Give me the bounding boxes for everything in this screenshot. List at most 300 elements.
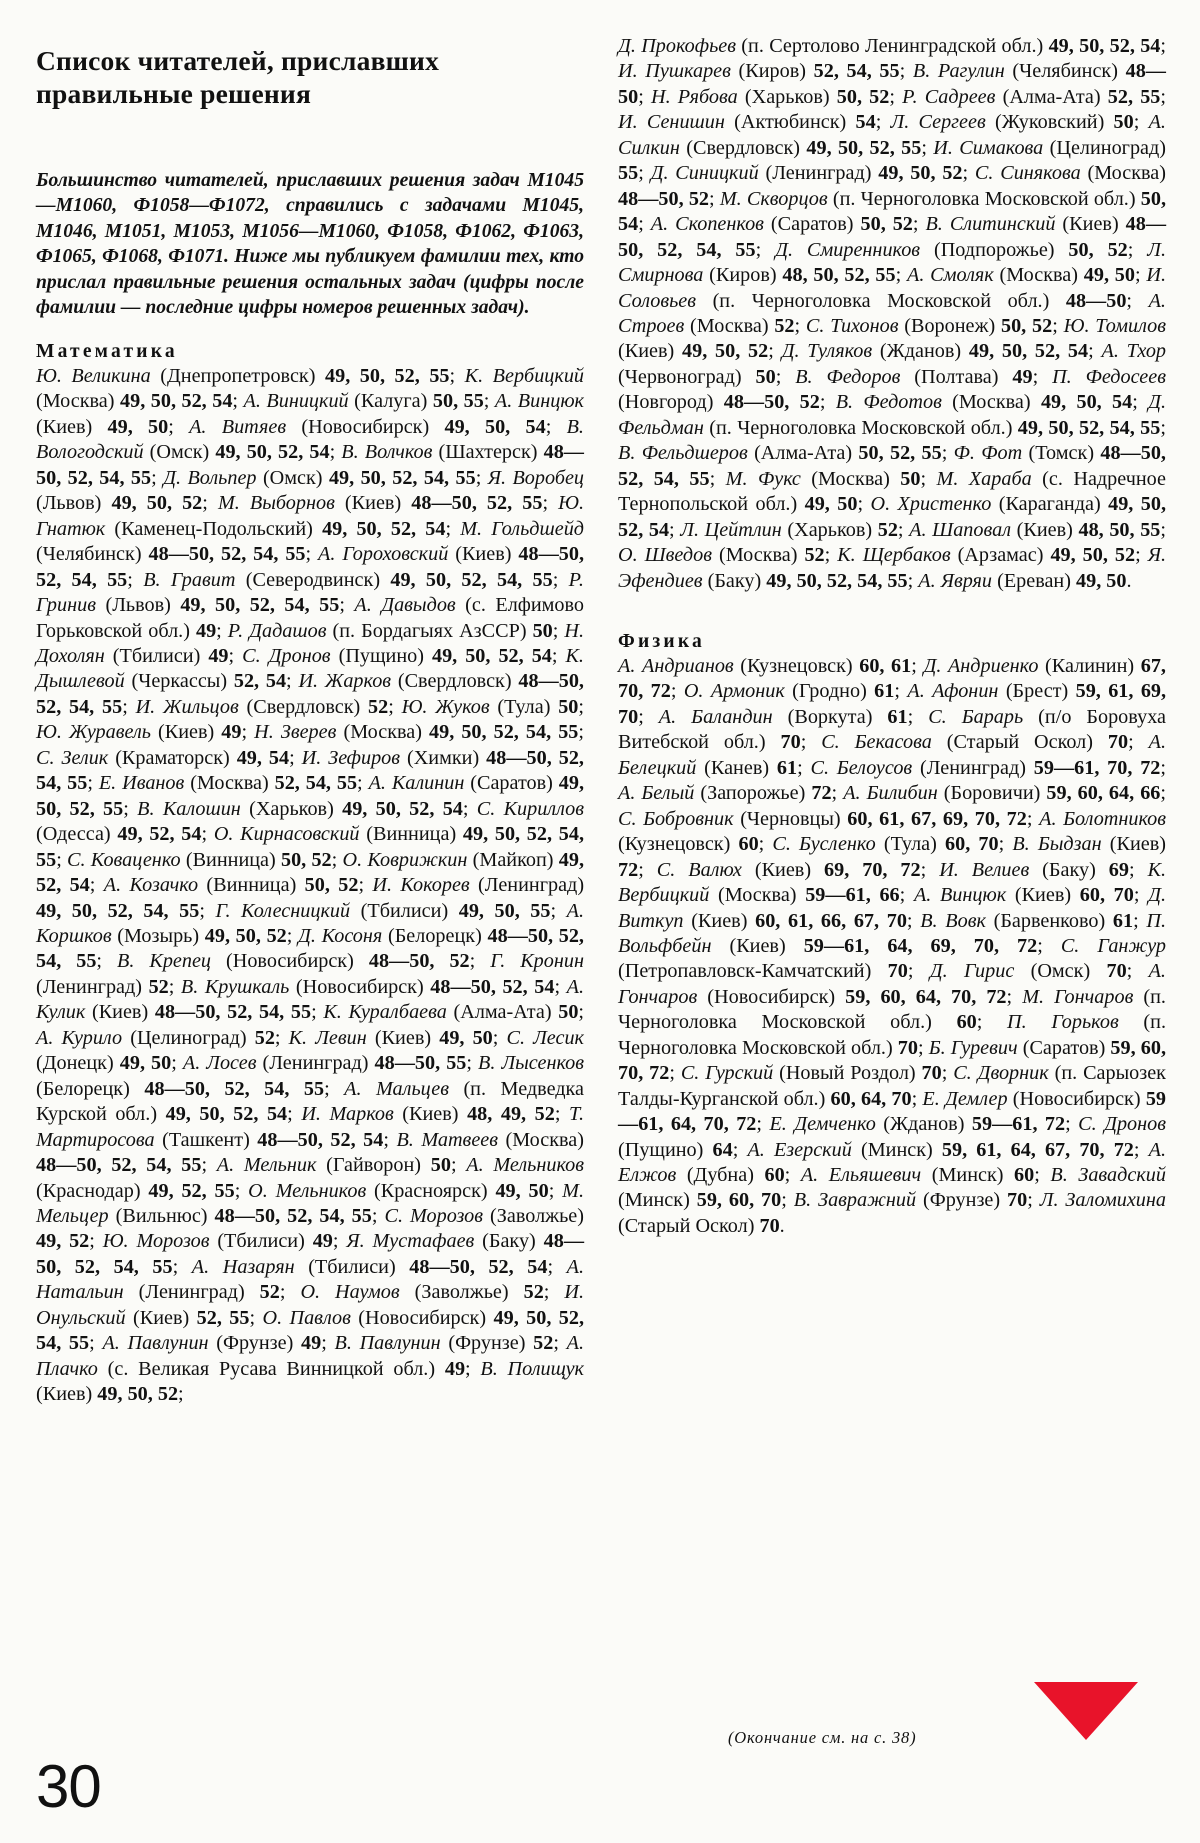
reader-name: В. Завадский (1050, 1164, 1166, 1187)
problem-numbers: 70 (887, 960, 908, 983)
reader-city: Киев (381, 1026, 425, 1049)
problem-numbers: 49, 50, 52, 54, 55 (1017, 416, 1161, 439)
reader-entry: А. Белый (Запорожье) 72; (618, 782, 844, 805)
reader-name: А. Белый (618, 782, 695, 805)
reader-name: А. Елжов (618, 1138, 1167, 1187)
reader-entry: О. Коврижкин (Майкоп) 49, 52, 54; (36, 848, 584, 897)
problem-numbers: 48—50, 52, 54, 55 (36, 1154, 202, 1177)
reader-name: А. Витяев (189, 415, 287, 438)
problem-numbers: 52, 54, 55 (813, 60, 900, 83)
problem-numbers: 49 (208, 645, 229, 668)
reader-entry: И. Зефиров (Химки) 48—50, 52, 54, 55; (36, 746, 584, 795)
reader-name: С. Бекасова (821, 731, 932, 754)
page-number: 30 (36, 1753, 101, 1820)
reader-city: Майкоп (479, 848, 547, 871)
reader-city: Донецк (42, 1052, 107, 1075)
reader-entry: С. Дворник (п. Сарыозек Талды-Курганской обл.) 60, 64, 70; (618, 1062, 1166, 1110)
reader-name: С. Дронов (1078, 1113, 1167, 1136)
reader-name: А. Баландин (658, 705, 773, 728)
reader-name: Т. Мартиросова (36, 1103, 585, 1151)
reader-entry: П. Вольфбейн (Киев) 59—61, 64, 69, 70, 72; (618, 909, 1167, 957)
reader-name: В. Федотов (835, 391, 942, 414)
reader-entry: А. Натальин (Ленинград) 52; (36, 1255, 585, 1304)
reader-entry: И. Сенишин (Актюбинск) 54; (618, 111, 891, 134)
reader-name: Б. Гуревич (928, 1036, 1018, 1059)
problem-numbers: 61 (874, 680, 895, 703)
reader-city: Заволжье (496, 1204, 578, 1227)
problem-numbers: 61 (887, 705, 908, 728)
reader-name: С. Коваценко (67, 848, 181, 871)
reader-name: О. Коврижкин (342, 848, 468, 871)
reader-entry: Н. Дохолян (Тбилиси) 49; (36, 619, 585, 668)
reader-entry: Б. Гуревич (Саратов) 59, 60, 70, 72; (618, 1036, 1166, 1085)
reader-name: И. Пушкарев (618, 60, 731, 83)
reader-name: В. Крушкаль (180, 975, 290, 998)
reader-entry: Р. Садреев (Алма-Ата) 52, 55; (902, 85, 1167, 108)
reader-city: Заволжье (421, 1281, 502, 1304)
reader-entry: И. Онульский (Киев) 52, 55; (36, 1281, 585, 1329)
reader-city: Киев (1023, 518, 1067, 541)
reader-city: Ленинград (484, 874, 578, 897)
reader-entry: Р. Дадашов (п. Бордагыях АзССР) 50; (227, 619, 565, 642)
reader-city: Киев (697, 909, 741, 932)
problem-numbers: 49, 50 (1083, 264, 1135, 287)
reader-entry: Ю. Жуков (Тула) 50; (401, 695, 584, 718)
problem-numbers: 72 (618, 858, 639, 881)
reader-city: п. Медведка Курской обл. (36, 1077, 584, 1126)
reader-name: С. Зелик (36, 746, 109, 769)
problem-numbers: 49 (221, 721, 242, 744)
reader-name: И. Марков (301, 1103, 394, 1126)
reader-entry: В. Рагулин (Челябинск) 48—50; (618, 60, 1166, 108)
reader-city: Боровичи (950, 782, 1034, 805)
reader-name: В. Федоров (795, 365, 901, 388)
reader-city: Пущино (345, 645, 418, 668)
reader-name: Д. Гирис (929, 960, 1015, 983)
reader-entry: А. Козачко (Винница) 50, 52; (103, 874, 373, 897)
reader-name: А. Плачко (36, 1332, 585, 1380)
reader-name: С. Дронов (242, 645, 331, 668)
reader-entry: И. Марков (Киев) 48, 49, 52; (301, 1103, 570, 1126)
reader-entry: И. Пушкарев (Киров) 52, 54, 55; (618, 60, 913, 83)
reader-city: с. Елфимово Горьковской обл. (36, 594, 585, 642)
reader-entry: О. Мельников (Красноярск) 49, 50; (248, 1179, 563, 1202)
reader-city: Ленинград (926, 756, 1020, 779)
problem-numbers: 59, 60, 70 (696, 1189, 782, 1212)
reader-name: А. Силкин (618, 111, 1166, 159)
reader-city: Томск (1035, 442, 1088, 465)
reader-city: Омск (1037, 960, 1084, 983)
reader-city: Краматорск (121, 746, 224, 769)
reader-city: п. Черноголовка Московской обл. (618, 1011, 1166, 1059)
problem-numbers: 50 (532, 619, 553, 642)
reader-entry: О. Армоник (Гродно) 61; (683, 680, 908, 703)
problem-numbers: 49, 50, 52, 54, 55 (36, 823, 585, 871)
reader-entry: И. Велиев (Баку) 69; (939, 858, 1148, 881)
reader-entry: О. Кирнасовский (Винница) 49, 50, 52, 54, 55; (36, 823, 585, 871)
problem-numbers: 49 (312, 1230, 333, 1253)
physics-entries (618, 654, 1166, 1239)
reader-name: О. Наумов (300, 1281, 400, 1304)
reader-city: Воронеж (911, 314, 989, 337)
problem-numbers: 48—50, 52, 54, 55 (618, 213, 1167, 261)
reader-name: М. Фукс (725, 467, 801, 490)
reader-entry: В. Вологодский (Омск) 49, 50, 52, 54; (36, 415, 584, 464)
reader-entry: Г. Кронин (Ленинград) 52; (36, 950, 584, 998)
problem-numbers: 50, 54 (618, 187, 1166, 236)
left-column (36, 0, 584, 1408)
reader-entry: Ю. Гнатюк (Каменец-Подольский) 49, 50, 52, 54; (36, 492, 585, 540)
reader-name: Н. Зверев (254, 721, 337, 744)
reader-name: В. Полищук (480, 1357, 584, 1380)
reader-entry: Ф. Фот (Томск) 48—50, 52, 54, 55; (618, 442, 1166, 490)
reader-entry: С. Валюх (Киев) 69, 70, 72; (656, 858, 940, 881)
reader-entry: С. Синякова (Москва) 48—50, 52; (618, 162, 1166, 210)
reader-name: А. Давыдов (354, 594, 456, 617)
reader-entry: М. Гольдшейд (Челябинск) 48—50, 52, 54, 55; (36, 517, 584, 566)
reader-city: Пущино (624, 1138, 697, 1161)
reader-entry: А. Лосев (Ленинград) 48—50, 55; (182, 1052, 479, 1075)
problem-numbers: 49, 50, 52, 54, 55 (328, 466, 476, 489)
reader-name: Д. Синицкий (650, 162, 759, 185)
reader-name: Р. Дадашов (227, 619, 327, 642)
problem-numbers: 49, 50, 52, 54, 55 (390, 568, 553, 591)
problem-numbers: 49, 50, 52 (204, 925, 287, 947)
problem-numbers: 49, 50, 54 (444, 415, 546, 438)
reader-name: М. Хараба (936, 467, 1032, 490)
reader-entry: М. Скворцов (п. Черноголовка Московской обл.) 50, 54; (618, 187, 1166, 236)
reader-city: п. Черноголовка Московской обл. (618, 985, 1166, 1034)
reader-name: С. Лесик (506, 1026, 584, 1049)
reader-city: Киев (98, 1001, 142, 1024)
reader-city: Баку (1048, 858, 1090, 881)
problem-numbers: 50, 55 (432, 390, 484, 413)
reader-name: А. Смоляк (906, 264, 994, 287)
reader-name: М. Выборнов (217, 492, 335, 515)
problem-numbers: 52 (804, 544, 825, 567)
problem-numbers: 48—50, 52, 54 (257, 1128, 384, 1151)
reader-entry: А. Елжов (Дубна) 60; (618, 1138, 1167, 1187)
reader-city: Одесса (42, 823, 104, 846)
reader-name: И. Онульский (36, 1281, 585, 1329)
reader-entry: В. Быдзан (Киев) 72; (618, 833, 1166, 881)
reader-city: Киров (715, 264, 770, 287)
reader-city: Саратов (777, 213, 847, 236)
problem-numbers: 49 (1012, 365, 1033, 388)
reader-city: Винница (192, 848, 270, 871)
problem-numbers: 49, 50, 52, 54 (215, 441, 330, 464)
problem-numbers: 49, 50, 52, 54 (1048, 35, 1161, 57)
problem-numbers: 48—50, 52, 54, 55 (36, 670, 584, 718)
reader-name: С. Морозов (384, 1204, 484, 1227)
reader-entry: О. Шведов (Москва) 52; (618, 544, 838, 567)
reader-city: п. Черноголовка Московской обл. (839, 187, 1129, 210)
reader-entry: А. Баландин (Воркута) 61; (658, 705, 929, 728)
reader-name: В. Слитинский (925, 213, 1056, 236)
reader-name: А. Лосев (182, 1052, 257, 1075)
reader-entry: Е. Демченко (Жданов) 59—61, 72; (769, 1113, 1079, 1136)
problem-numbers: 59, 60, 64, 66 (1046, 782, 1161, 805)
problem-numbers: 49, 50, 54 (1040, 391, 1133, 414)
problem-numbers: 69 (1108, 858, 1129, 881)
reader-entry: О. Наумов (Заволжье) 52; (300, 1281, 565, 1304)
problem-numbers: 49, 50, 52, 54, 55 (180, 594, 340, 617)
reader-city: Фрунзе (455, 1332, 519, 1355)
reader-entry: Я. Воробец (Львов) 49, 50, 52; (36, 466, 585, 515)
reader-city: Киев (1116, 833, 1160, 856)
reader-entry: И. Симакова (Целиноград) 55; (618, 136, 1167, 185)
problem-numbers: 49, 50 (495, 1179, 549, 1202)
reader-city: Львов (112, 594, 165, 617)
reader-name: В. Быдзан (1012, 833, 1102, 856)
reader-entry: Т. Мартиросова (Ташкент) 48—50, 52, 54; (36, 1103, 585, 1151)
problem-numbers: 50, 52 (280, 848, 332, 871)
reader-name: С. Тихонов (805, 314, 899, 337)
problem-numbers: 49, 50, 52, 54, 55 (36, 1306, 585, 1355)
reader-city: Целиноград (1056, 136, 1160, 159)
problem-numbers: 48—50, 55 (374, 1052, 467, 1075)
problem-numbers: 49, 50, 52, 55 (325, 365, 450, 388)
reader-entry: Е. Демлер (Новосибирск) 59—61, 64, 70, 72; (618, 1087, 1166, 1136)
reader-entry: Д. Туляков (Жданов) 49, 50, 52, 54; (781, 340, 1102, 363)
problem-numbers: 70 (897, 1036, 918, 1059)
reader-city: Жданов (889, 1113, 958, 1136)
reader-name: В. Фельдшеров (618, 442, 748, 465)
problem-numbers: 50 (430, 1154, 451, 1177)
reader-name: Я. Мустафаев (346, 1230, 475, 1253)
reader-entry: О. Христенко (Караганда) 49, 50, 52, 54; (618, 493, 1166, 541)
reader-city: Киев (164, 721, 208, 744)
problem-numbers: 49, 50, 52, 54, 55 (766, 569, 908, 592)
reader-city: Москва (818, 467, 884, 490)
problem-numbers: 49, 50, 52, 54 (342, 797, 463, 820)
problem-numbers: 48—50, 52 (368, 950, 470, 973)
reader-entry: А. Павлунин (Фрунзе) 49; (102, 1332, 335, 1355)
reader-city: Новосибирск (1019, 1087, 1134, 1110)
reader-city: с. Надречное Тернопольской обл. (618, 467, 1166, 516)
reader-name: А. Белецкий (618, 731, 1166, 779)
problem-numbers: 48—50, 52, 55 (411, 492, 543, 515)
reader-name: В. Рагулин (912, 60, 1005, 83)
reader-entry: А. Скопенков (Саратов) 50, 52; (650, 213, 926, 236)
problem-numbers: 60, 61, 67, 69, 70, 72 (847, 807, 1027, 830)
reader-city: Химки (413, 746, 473, 769)
problem-numbers: 59—61, 64, 69, 70, 72 (803, 934, 1038, 957)
reader-name: А. Павлунин (102, 1332, 209, 1355)
reader-entry: В. Лысенков (Белорецк) 48—50, 52, 54, 55; (36, 1052, 585, 1100)
reader-name: М. Скворцов (719, 187, 828, 210)
problem-numbers: 60, 61, 66, 67, 70 (755, 909, 907, 932)
reader-city: Кузнецовск (747, 654, 846, 677)
reader-city: Москва (196, 772, 262, 795)
reader-city: Омск (269, 466, 316, 489)
reader-city: Гродно (798, 680, 861, 703)
reader-city: Свердловск (693, 136, 794, 159)
reader-entry: А. Белецкий (Канев) 61; (618, 731, 1166, 779)
reader-name: Я. Воробец (487, 466, 585, 489)
problem-numbers: 50, 52 (836, 85, 890, 108)
reader-city: Барвенково (1000, 909, 1099, 932)
reader-city: Белорецк (42, 1077, 124, 1100)
reader-city: Дубна (693, 1164, 748, 1187)
problem-numbers: 49, 50 (1076, 569, 1127, 592)
reader-entry: А. Явряи (Ереван) 49, 50. (918, 569, 1132, 592)
reader-name: А. Козачко (103, 874, 199, 897)
reader-name: Д. Виткуп (618, 884, 1167, 932)
problem-numbers: 49, 50 (439, 1026, 493, 1049)
reader-entry: К. Вербицкий (Москва) 59—61, 66; (618, 858, 1167, 907)
reader-entry: А. Езерский (Минск) 59, 61, 64, 67, 70, 72; (747, 1138, 1149, 1161)
reader-city: Минск (938, 1164, 997, 1187)
reader-city: Новосибирск (302, 975, 417, 998)
reader-name: В. Калошин (137, 797, 241, 820)
reader-entry: Д. Косоня (Белорецк) 48—50, 52, 54, 55; (36, 925, 584, 973)
reader-city: Фрунзе (929, 1189, 994, 1212)
reader-name: С. Валюх (656, 858, 742, 881)
problem-numbers: 50 (900, 467, 921, 490)
reader-city: Черкассы (138, 670, 221, 693)
intro-paragraph: Большинство читателей, приславших решения задач М1045—М1060, Ф1058—Ф1072, справились с задачами М1045, М1046, М1051, М1053, М1056—М1060, Ф1058, Ф1062, Ф1063, Ф1065, Ф1068, Ф1071. Ниже мы публикуем фамилии тех, кто прислал правильные решения остальных задач (цифры после фамилии — последние цифры номеров решенных задач). (36, 170, 584, 319)
reader-city: Белорецк (394, 925, 476, 947)
reader-city: Караганда (1005, 493, 1094, 516)
reader-name: С. Бобровник (618, 807, 734, 830)
problem-numbers: 52 (877, 518, 898, 541)
reader-name: В. Завражний (793, 1189, 917, 1212)
reader-name: С. Белоусов (810, 756, 913, 779)
problem-numbers: 60 (764, 1164, 785, 1187)
reader-name: А. Курило (36, 1026, 123, 1049)
reader-name: Д. Андриенко (923, 654, 1039, 677)
reader-name: П. Горьков (1007, 1011, 1119, 1034)
reader-entry: С. Белоусов (Ленинград) 59—61, 70, 72; (810, 756, 1166, 779)
reader-city: Фрунзе (223, 1332, 287, 1355)
problem-numbers: 49, 52, 54 (36, 848, 584, 897)
reader-entry: И. Соловьев (п. Черноголовка Московской обл.) 48—50; (618, 264, 1166, 312)
reader-city: Челябинск (42, 543, 135, 566)
problem-numbers: 59—61, 64, 70, 72 (618, 1087, 1166, 1136)
reader-entry: Ю. Великина (Днепропетровск) 49, 50, 52, 55; (36, 365, 465, 388)
problem-numbers: 67, 70, 72 (618, 654, 1166, 703)
reader-entry: С. Коваценко (Винница) 50, 52; (67, 848, 343, 871)
problem-numbers: 49, 54 (236, 746, 290, 769)
reader-name: О. Христенко (870, 493, 992, 516)
reader-entry: А. Мельников (Краснодар) 49, 52, 55; (36, 1154, 584, 1202)
problem-numbers: 59, 61, 69, 70 (618, 680, 1167, 728)
reader-entry: В. Завражний (Фрунзе) 70; (793, 1189, 1040, 1212)
reader-name: В. Павлунин (334, 1332, 441, 1355)
reader-city: Москва (1006, 264, 1072, 287)
math-entries-part-2 (618, 34, 1166, 594)
reader-city: Тула (890, 833, 931, 856)
problem-numbers: 59—61, 66 (805, 884, 900, 907)
reader-city: Киев (351, 492, 395, 515)
math-entries-part-1 (36, 364, 584, 1408)
reader-city: Свердловск (253, 695, 354, 718)
reader-entry: М. Мельцер (Вильнюс) 48—50, 52, 54, 55; (36, 1179, 584, 1227)
reader-entry: Н. Рябова (Харьков) 50, 52; (650, 85, 903, 108)
problem-numbers: 50, 52, 55 (858, 442, 942, 465)
reader-entry: К. Левин (Киев) 49, 50; (288, 1026, 507, 1049)
reader-name: И. Жильцов (135, 695, 239, 718)
reader-name: Р. Гринив (36, 568, 584, 617)
reader-name: П. Федосеев (1052, 365, 1166, 388)
reader-city: Алма-Ата (760, 442, 846, 465)
reader-name: И. Кокорев (372, 874, 470, 897)
problem-numbers: 48—50, 52, 54, 55 (36, 925, 584, 973)
reader-city: Киев (1069, 213, 1112, 236)
reader-entry: А. Винцюк (Киев) 60, 70; (913, 884, 1149, 907)
reader-name: Ю. Морозов (102, 1230, 210, 1253)
reader-entry: Л. Заломихина (Старый Оскол) 70. (618, 1189, 1167, 1237)
problem-numbers: 60, 70 (945, 833, 999, 856)
reader-city: Ленинград (269, 1052, 362, 1075)
reader-name: А. Афонин (907, 680, 999, 703)
problem-numbers: 52, 54, 55 (274, 772, 358, 795)
reader-name: А. Билибин (843, 782, 938, 805)
reader-name: Ю. Журавель (36, 721, 151, 744)
reader-city: Киев (42, 415, 86, 438)
reader-name: В. Вовк (920, 909, 986, 932)
reader-name: А. Болотников (1039, 807, 1167, 830)
reader-city: Алма-Ата (460, 1001, 545, 1024)
reader-name: О. Мельников (248, 1179, 367, 1202)
reader-city: Москва (724, 884, 790, 907)
reader-entry: А. Назарян (Тбилиси) 48—50, 52, 54; (191, 1255, 567, 1278)
reader-entry: М. Выборнов (Киев) 48—50, 52, 55; (217, 492, 559, 515)
reader-name: С. Ганжур (1060, 934, 1167, 957)
problem-numbers: 48—50, 52, 54, 55 (36, 1230, 584, 1278)
reader-city: Гайворон (332, 1154, 415, 1177)
problem-numbers: 60 (738, 833, 759, 856)
problem-numbers: 48—50, 52, 54, 55 (154, 1001, 312, 1024)
reader-entry: В. Вовк (Барвенково) 61; (920, 909, 1147, 932)
reader-name: Ф. Фот (953, 442, 1023, 465)
right-column (618, 0, 1166, 1239)
problem-numbers: 60 (956, 1011, 977, 1034)
reader-city: Новый Роздол (785, 1062, 909, 1085)
reader-name: В. Гравит (143, 568, 236, 591)
reader-city: Новосибирск (232, 950, 348, 973)
reader-city: Баку (488, 1230, 530, 1253)
reader-entry: Ю. Журавель (Киев) 49; (36, 721, 255, 744)
reader-entry: А. Ельяшевич (Минск) 60; (800, 1164, 1051, 1187)
problem-numbers: 49, 50, 52 (682, 340, 769, 363)
reader-city: Запорожье (707, 782, 799, 805)
reader-entry: Л. Смирнова (Киров) 48, 50, 52, 55; (618, 238, 1166, 287)
reader-city: Москва (696, 314, 762, 337)
problem-numbers: 50, 52 (1000, 314, 1053, 337)
reader-entry: В. Крепец (Новосибирск) 48—50, 52; (117, 950, 491, 973)
problem-numbers: 52, 54 (233, 670, 287, 693)
reader-entry: М. Хараба (с. Надречное Тернопольской обл.) 49, 50; (618, 467, 1166, 516)
reader-name: Г. Колесницкий (215, 899, 351, 922)
reader-entry: И. Кокорев (Ленинград) 49, 50, 52, 54, 55; (36, 874, 585, 922)
reader-entry: С. Лесик (Донецк) 49, 50; (36, 1026, 584, 1075)
problem-numbers: 50, 52 (1068, 238, 1128, 261)
reader-entry: А. Гороховский (Киев) 48—50, 52, 54, 55; (36, 543, 584, 591)
problem-numbers: 49, 50, 52, 54, 55 (429, 721, 579, 744)
reader-entry: С. Зелик (Краматорск) 49, 54; (36, 746, 302, 769)
reader-entry: К. Щербаков (Арзамас) 49, 50, 52; (837, 544, 1148, 567)
reader-name: О. Армоник (683, 680, 785, 703)
reader-entry: А. Витяев (Новосибирск) 49, 50, 54; (189, 415, 567, 438)
reader-city: Киев (461, 543, 505, 566)
reader-city: Тула (504, 695, 544, 718)
problem-numbers: 49, 50, 52 (1050, 544, 1136, 567)
reader-name: Л. Смирнова (618, 238, 1166, 287)
reader-city: Калуга (360, 390, 421, 413)
reader-entry: П. Горьков (п. Черноголовка Московской обл.) 70; (618, 1011, 1166, 1059)
